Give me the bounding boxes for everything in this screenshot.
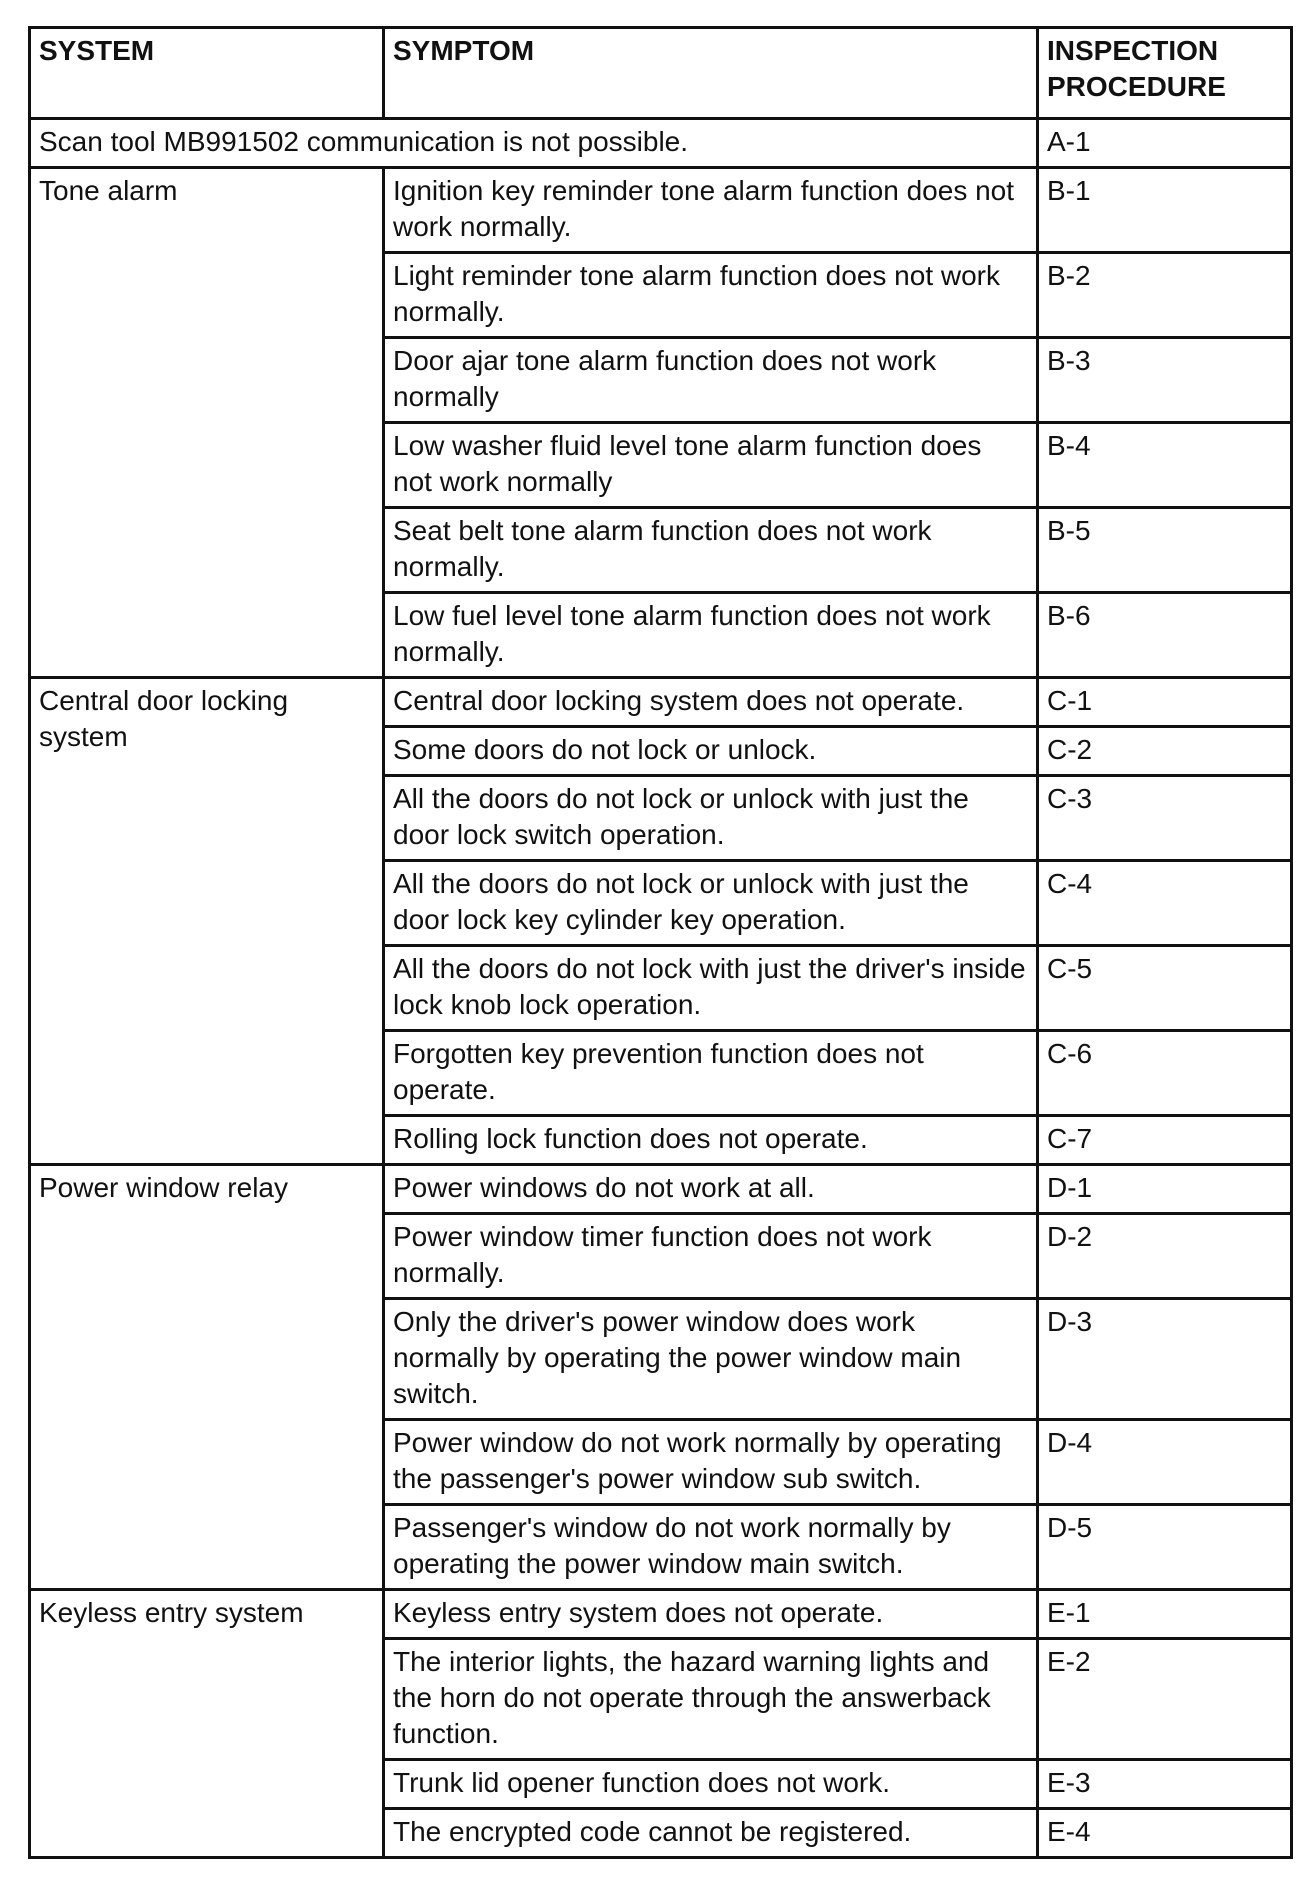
procedure-code-cell: E-1: [1038, 1590, 1292, 1639]
symptom-cell: Seat belt tone alarm function does not work normally.: [384, 508, 1038, 593]
procedure-code-cell: C-4: [1038, 861, 1292, 946]
symptom-cell: Ignition key reminder tone alarm function does not work normally.: [384, 168, 1038, 253]
symptom-cell: Trunk lid opener function does not work.: [384, 1760, 1038, 1809]
symptom-cell: Rolling lock function does not operate.: [384, 1116, 1038, 1165]
procedure-code-cell: C-5: [1038, 946, 1292, 1031]
procedure-code-cell: B-5: [1038, 508, 1292, 593]
symptom-cell: Forgotten key prevention function does not operate.: [384, 1031, 1038, 1116]
procedure-code-cell: B-4: [1038, 423, 1292, 508]
header-system: SYSTEM: [30, 28, 384, 119]
symptom-cell: Some doors do not lock or unlock.: [384, 727, 1038, 776]
procedure-code-cell: D-2: [1038, 1214, 1292, 1299]
procedure-code-cell: D-3: [1038, 1299, 1292, 1420]
symptom-cell: Power window timer function does not work normally.: [384, 1214, 1038, 1299]
procedure-code-cell: D-1: [1038, 1165, 1292, 1214]
header-symptom: SYMPTOM: [384, 28, 1038, 119]
procedure-code-cell: B-2: [1038, 253, 1292, 338]
symptom-cell: Door ajar tone alarm function does not work normally: [384, 338, 1038, 423]
header-row: [30, 28, 1292, 119]
symptom-cell: Only the driver's power window does work normally by operating the power window main switch.: [384, 1299, 1038, 1420]
system-cell: Keyless entry system: [30, 1590, 384, 1858]
scan-tool-text: Scan tool MB991502 communication is not possible.: [30, 119, 1038, 168]
symptom-cell: Central door locking system does not operate.: [384, 678, 1038, 727]
procedure-code-cell: E-3: [1038, 1760, 1292, 1809]
symptom-cell: All the doors do not lock or unlock with just the door lock key cylinder key operation.: [384, 861, 1038, 946]
scan-tool-code: A-1: [1038, 119, 1292, 168]
table-row: [30, 1165, 1292, 1214]
symptom-cell: Passenger's window do not work normally by operating the power window main switch.: [384, 1505, 1038, 1590]
symptom-cell: Low fuel level tone alarm function does not work normally.: [384, 593, 1038, 678]
procedure-code-cell: C-6: [1038, 1031, 1292, 1116]
symptom-cell: All the doors do not lock or unlock with just the door lock switch operation.: [384, 776, 1038, 861]
system-cell: Power window relay: [30, 1165, 384, 1590]
procedure-code-cell: E-2: [1038, 1639, 1292, 1760]
symptom-cell: Power windows do not work at all.: [384, 1165, 1038, 1214]
system-cell: Tone alarm: [30, 168, 384, 678]
procedure-code-cell: B-1: [1038, 168, 1292, 253]
symptom-cell: Light reminder tone alarm function does not work normally.: [384, 253, 1038, 338]
symptom-cell: The interior lights, the hazard warning lights and the horn do not operate through the answerback function.: [384, 1639, 1038, 1760]
symptom-cell: The encrypted code cannot be registered.: [384, 1809, 1038, 1858]
table-row: [30, 1590, 1292, 1639]
procedure-code-cell: C-1: [1038, 678, 1292, 727]
procedure-code-cell: E-4: [1038, 1809, 1292, 1858]
symptom-cell: All the doors do not lock with just the driver's inside lock knob lock operation.: [384, 946, 1038, 1031]
table-row: [30, 168, 1292, 253]
procedure-code-cell: D-5: [1038, 1505, 1292, 1590]
procedure-code-cell: B-6: [1038, 593, 1292, 678]
procedure-code-cell: C-7: [1038, 1116, 1292, 1165]
symptom-cell: Keyless entry system does not operate.: [384, 1590, 1038, 1639]
scan-tool-row: [30, 119, 1292, 168]
system-cell: Central door locking system: [30, 678, 384, 1165]
procedure-code-cell: B-3: [1038, 338, 1292, 423]
symptom-cell: Power window do not work normally by operating the passenger's power window sub switch.: [384, 1420, 1038, 1505]
table-body: [30, 119, 1292, 1858]
procedure-code-cell: D-4: [1038, 1420, 1292, 1505]
procedure-code-cell: C-3: [1038, 776, 1292, 861]
table-row: [30, 678, 1292, 727]
header-procedure: INSPECTION PROCEDURE: [1038, 28, 1292, 119]
inspection-table: [28, 26, 1293, 1859]
symptom-cell: Low washer fluid level tone alarm function does not work normally: [384, 423, 1038, 508]
procedure-code-cell: C-2: [1038, 727, 1292, 776]
